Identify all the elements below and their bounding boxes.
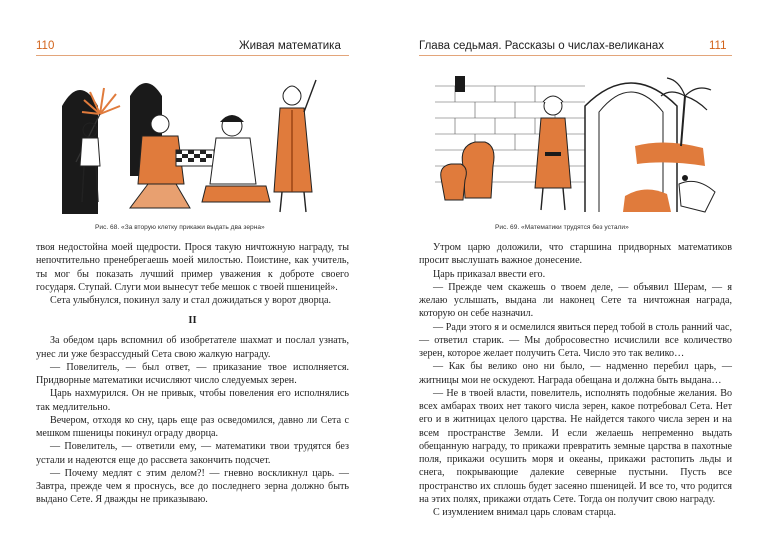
right-body-text [419,241,732,519]
paragraph: — Прежде чем скажешь о твоем деле, — объявил Шерам, — я желаю услышать, выдана ли наконец Сете та ничтожная награда, которую он себе назначил. [419,281,732,320]
figure-69-caption: Рис. 69. «Математики трудятся без устали» [495,224,629,231]
right-running-head: Глава седьмая. Рассказы о числах-великанах [419,40,664,52]
paragraph: За обедом царь вспомнил об изобретателе шахмат и послал узнать, унес ли уже безрассудный Сета свою жалкую награду. [36,335,349,360]
paragraph: — Повелитель, — был ответ, — приказание твое исполняется. Придворные математики исчисляют число следуемых зерен. [36,361,349,386]
right-page [385,0,770,549]
right-page-number: 111 [709,40,727,52]
illustration-mathematician [435,66,721,216]
paragraph: — Почему медлят с этим делом?! — гневно воскликнул царь. — Завтра, прежде чем я проснусь, все до последнего зерна должно быть выдано Сете. Я дважды не приказываю. [36,467,349,506]
paragraph: твоя недостойна моей щедрости. Прося такую ничтожную награду, ты непочтительно пренебрегаешь моей милостью. Поистине, как учитель, ты мог бы показать лучший пример уважения к доброте своего государя. Ступай. Слуги мои вынесут тебе мешок с твоей пшеницей». [36,242,349,293]
paragraph: Сета улыбнулся, покинул залу и стал дожидаться у ворот дворца. [50,295,332,306]
right-header-rule [419,55,732,56]
paragraph: — Ради этого я и осмелился явиться перед тобой в столь ранний час, — ответил старик. — Мы добросовестно исчислили все количество зерен, которое желает получить Сета. Число это так велико… [419,321,732,359]
illustration-chess-court [60,66,326,216]
paragraph: Вечером, отходя ко сну, царь еще раз осведомился, давно ли Сета с мешком пшеницы покинул ограду дворца. [36,414,349,439]
left-body-text [36,241,349,507]
figure-68-caption: Рис. 68. «За вторую клетку прикажи выдать два зерна» [95,224,265,231]
paragraph: Утром царю доложили, что старшина придворных математиков просит выслушать важное донесение. [419,242,732,267]
paragraph: С изумлением внимал царь словам старца. [433,507,617,518]
paragraph: — Как бы велико оно ни было, — надменно перебил царь, — житницы мои не оскудеют. Награда обещана и должна быть выдана… [419,361,732,386]
left-header-rule [36,55,349,56]
paragraph: — Повелитель, — ответили ему, — математики твои трудятся без устали и надеются еще до рассвета закончить подсчет. [36,441,349,466]
section-heading: II [188,315,197,327]
paragraph: — Не в твоей власти, повелитель, исполнять подобные желания. Во всех амбарах твоих нет такого числа зерен, какое потребовал Сета. Нет его и в житницах целого царства. Не найдется такого числа зерен и на всем пространстве Земли. И если желаешь непременно выдать обещанную награду, то прикажи превратить земные царства в пахотные поля, прикажи осушить моря и океаны, прикажи растопить льды и снега, покрывающие далекие северные пустыни. Пусть все пространство их сплошь будет засеяно пшеницей. И все то, что родится на этих полях, прикажи отдать Сете. Тогда он получит свою награду. [419,387,732,505]
left-running-head: Живая математика [239,40,341,52]
paragraph: Царь приказал ввести его. [433,268,546,280]
paragraph: Царь нахмурился. Он не привык, чтобы повеления его исполнялись так медлительно. [36,388,349,413]
left-page-number: 110 [36,40,55,52]
